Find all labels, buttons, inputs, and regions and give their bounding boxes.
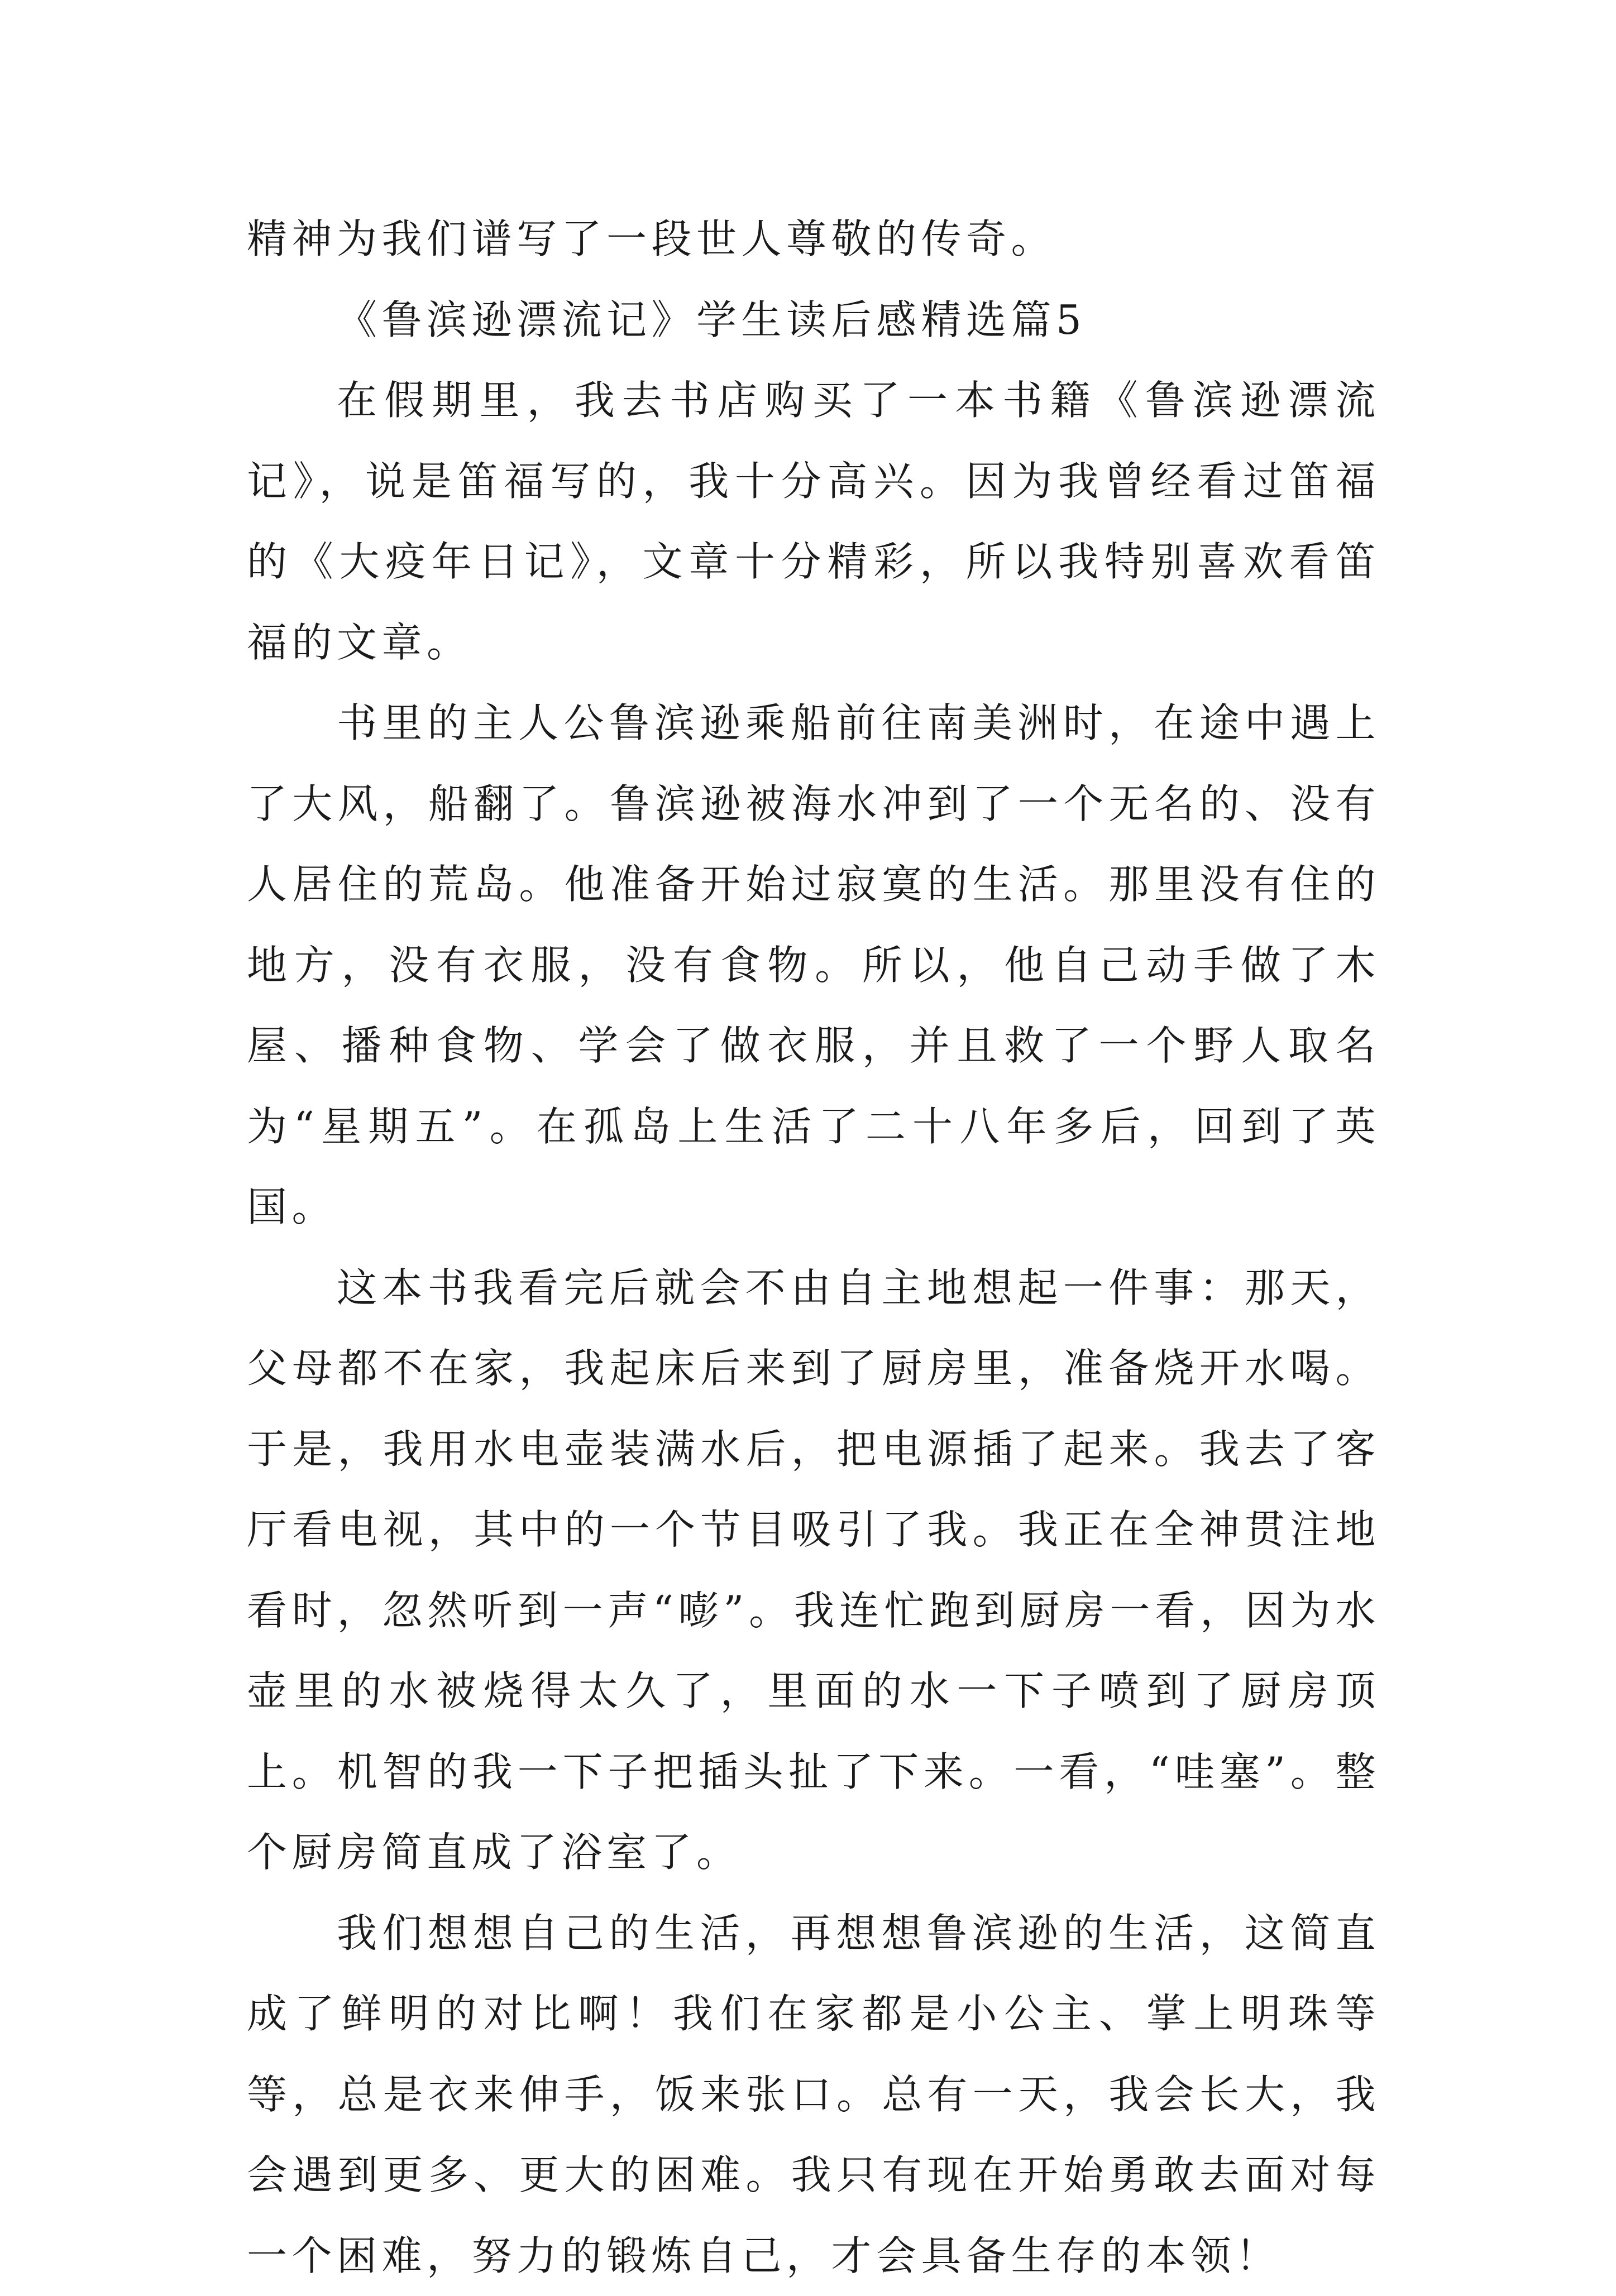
paragraph-kitchen-story: 这本书我看完后就会不由自主地想起一件事：那天，父母都不在家，我起床后来到了厨房里，准备烧开水喝。于是，我用水电壶装满水后，把电源插了起来。我去了客厅看电视，其中的一个节目吸引了我。我正在全神贯注地看时，忽然听到一声“嘭”。我连忙跑到厨房一看，因为水壶里的水被烧得太久了，里面的水一下子喷到了厨房顶上。机智的我一下子把插头扯了下来。一看，“哇塞”。整个厨房简直成了浴室了。	[247, 1248, 1380, 1893]
document-body	[247, 199, 1380, 2296]
paragraph-bookstore: 在假期里，我去书店购买了一本书籍《鲁滨逊漂流记》，说是笛福写的，我十分高兴。因为我曾经看过笛福的《大疫年日记》，文章十分精彩，所以我特别喜欢看笛福的文章。	[247, 360, 1380, 683]
section-heading: 《鲁滨逊漂流记》学生读后感精选篇5	[247, 280, 1380, 361]
paragraph-reflection: 我们想想自己的生活，再想想鲁滨逊的生活，这简直成了鲜明的对比啊！我们在家都是小公主、掌上明珠等等，总是衣来伸手，饭来张口。总有一天，我会长大，我会遇到更多、更大的困难。我只有现在开始勇敢去面对每一个困难，努力的锻炼自己，才会具备生存的本领！	[247, 1893, 1380, 2296]
paragraph-continuation: 精神为我们谱写了一段世人尊敬的传奇。	[247, 199, 1380, 280]
paragraph-story-summary: 书里的主人公鲁滨逊乘船前往南美洲时，在途中遇上了大风，船翻了。鲁滨逊被海水冲到了一个无名的、没有人居住的荒岛。他准备开始过寂寞的生活。那里没有住的地方，没有衣服，没有食物。所以，他自己动手做了木屋、播种食物、学会了做衣服，并且救了一个野人取名为“星期五”。在孤岛上生活了二十八年多后，回到了英国。	[247, 683, 1380, 1248]
